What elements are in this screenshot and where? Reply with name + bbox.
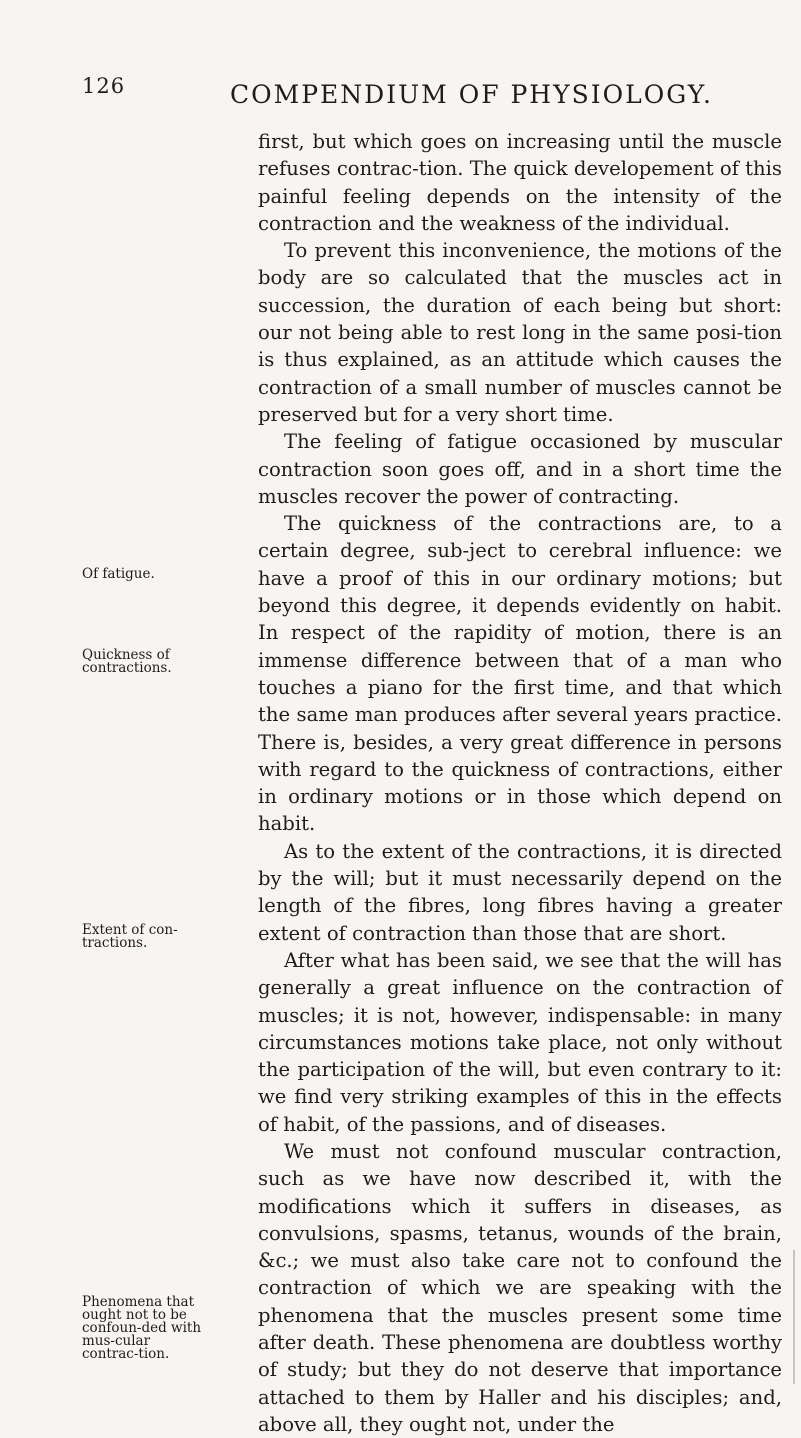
paragraph-1: first, but which goes on increasing until the muscle refuses contrac-tion. The quick developement of this painful feeling depends on the intensity of the contraction and the weakness of the individual. — [258, 130, 782, 235]
paragraph-6: After what has been said, we see that the will has generally a great influence on the contraction of muscles; it is not, however, indispensable: in many circumstances motions take place, not only without the participation of the will, but even contrary to it: we find very striking examples of this in the effects of habit, of the passions, and of diseases. — [258, 948, 782, 1136]
running-title: COMPENDIUM OF PHYSIOLOGY. — [230, 80, 713, 109]
page-edge-shadow — [793, 1250, 795, 1384]
paragraph-7: We must not confound muscular contraction, such as we have now described it, with the modifications which it suffers in diseases, as convulsions, spasms, tetanus, wounds of the brain, &c.; we must also take care not to confound the contraction of which we are speaking with the phenomena that the muscles present some time after death. These phenomena are doubtless worthy of study; but they do not deserve that importance attached to them by Haller and his disciples; and, above all, they ought not, under the — [258, 1139, 782, 1436]
margin-note-fatigue: Of fatigue. — [82, 566, 155, 582]
paragraph-2: To prevent this inconvenience, the motions of the body are so calculated that the muscles act in succession, the duration of each being but short: our not being able to rest long in the same posi-tion is thus explained, as an attitude which causes the contraction of a small number of muscles cannot be preserved but for a very short time. — [258, 239, 782, 426]
paragraph-4: The quickness of the contractions are, to a certain degree, sub-ject to cerebral influence: we have a proof of this in our ordinary motions; but beyond this degree, it depends evidently on habit. In respect of the rapidity of motion, there is an immense difference between that of a man who touches a piano for the first time, and that which the same man produces after several years practice. There is, besides, a very great difference in persons with regard to the quickness of contractions, either in ordinary motions or in those which depend on habit. — [258, 512, 782, 836]
margin-note-phenomena: Phenomena that ought not to be confoun-ded with mus-cular contrac-tion. — [82, 1294, 202, 1362]
margin-note-quickness: Quickness of contractions. — [82, 647, 172, 676]
page-number: 126 — [82, 74, 126, 98]
paragraph-3: The feeling of fatigue occasioned by muscular contraction soon goes off, and in a short time the muscles recover the power of contracting. — [258, 430, 782, 508]
margin-note-extent: Extent of con-tractions. — [82, 922, 178, 951]
body-text — [258, 128, 782, 1438]
paragraph-5: As to the extent of the contractions, it is directed by the will; but it must necessarily depend on the length of the fibres, long fibres having a greater extent of contraction than those that are short. — [258, 839, 782, 945]
